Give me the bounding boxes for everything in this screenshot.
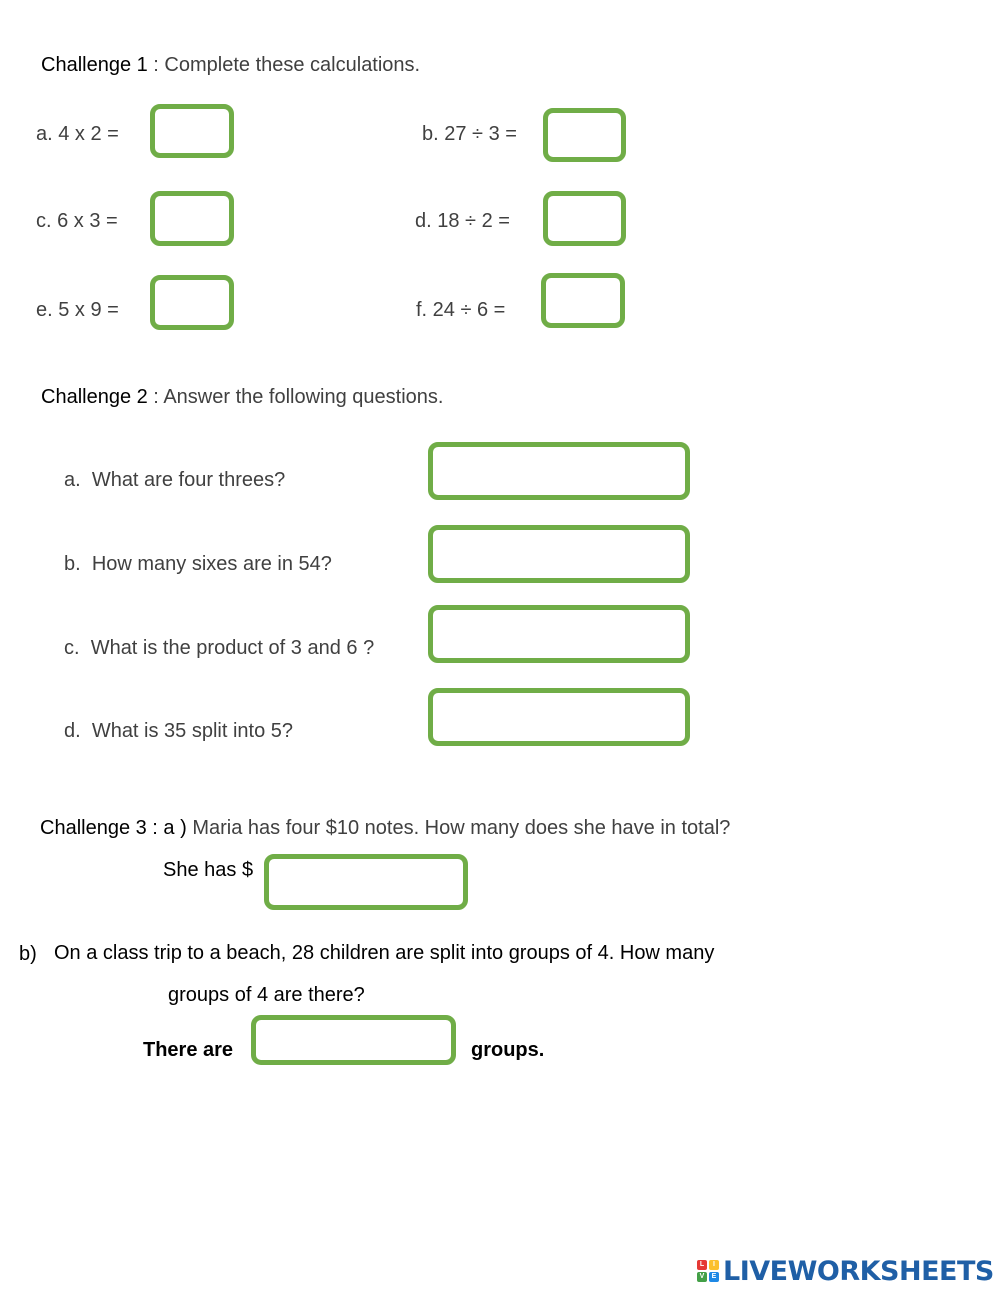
answer-b-prefix: There are	[143, 1039, 234, 1061]
question-c-answer-box[interactable]	[428, 605, 690, 663]
calc-b-label: b. 27 ÷ 3 =	[422, 123, 517, 145]
calc-f-label: f. 24 ÷ 6 =	[416, 299, 506, 321]
calc-d-label: d. 18 ÷ 2 =	[415, 210, 510, 232]
challenge3a-answer-box[interactable]	[264, 854, 468, 910]
question-b-answer-box[interactable]	[428, 525, 690, 583]
challenge3b-question-line2: groups of 4 are there?	[168, 984, 365, 1006]
challenge1-label: Challenge 1	[41, 54, 148, 76]
question-a	[64, 469, 285, 492]
question-d	[64, 720, 293, 743]
question-d-text: What is 35 split into 5?	[91, 720, 294, 742]
question-b	[64, 553, 332, 576]
calc-e-answer-box[interactable]	[150, 275, 234, 330]
question-a-answer-box[interactable]	[428, 442, 690, 500]
question-c	[64, 637, 374, 660]
challenge2-heading	[41, 386, 443, 409]
calc-c-answer-box[interactable]	[150, 191, 234, 246]
calc-a-label: a. 4 x 2 =	[36, 123, 119, 145]
question-c-text: What is the product of 3 and 6 ?	[90, 637, 375, 659]
challenge3-label: Challenge 3 : a )	[40, 817, 187, 839]
challenge3-heading	[40, 817, 730, 840]
challenge3b-answer-box[interactable]	[251, 1015, 456, 1065]
calc-f-answer-box[interactable]	[541, 273, 625, 328]
logo-mark-icon: L I V E	[697, 1260, 719, 1282]
calc-a-answer-box[interactable]	[150, 104, 234, 158]
question-a-text: What are four threes?	[91, 469, 286, 491]
question-b-letter: b.	[64, 553, 81, 575]
challenge1-heading	[41, 54, 420, 77]
calc-d-answer-box[interactable]	[543, 191, 626, 246]
answer-a-prefix: She has $	[163, 859, 254, 881]
question-c-letter: c.	[64, 637, 80, 659]
answer-b-suffix: groups.	[471, 1039, 545, 1061]
question-a-letter: a.	[64, 469, 81, 491]
calc-b-answer-box[interactable]	[543, 108, 626, 162]
challenge3b-question-line1: On a class trip to a beach, 28 children are split into groups of 4. How many	[54, 942, 715, 964]
challenge2-label: Challenge 2	[41, 386, 148, 408]
liveworksheets-logo[interactable]	[697, 1255, 994, 1287]
challenge3b-label: b)	[19, 943, 37, 965]
calc-c-label: c. 6 x 3 =	[36, 210, 118, 232]
logo-text: LIVEWORKSHEETS	[723, 1255, 994, 1287]
question-d-letter: d.	[64, 720, 81, 742]
question-b-text: How many sixes are in 54?	[91, 553, 332, 575]
calc-e-label: e. 5 x 9 =	[36, 299, 119, 321]
challenge2-instruction: : Answer the following questions.	[147, 386, 444, 408]
challenge3-question-a: Maria has four $10 notes. How many does she have in total?	[186, 817, 731, 839]
challenge1-instruction: : Complete these calculations.	[147, 54, 421, 76]
question-d-answer-box[interactable]	[428, 688, 690, 746]
